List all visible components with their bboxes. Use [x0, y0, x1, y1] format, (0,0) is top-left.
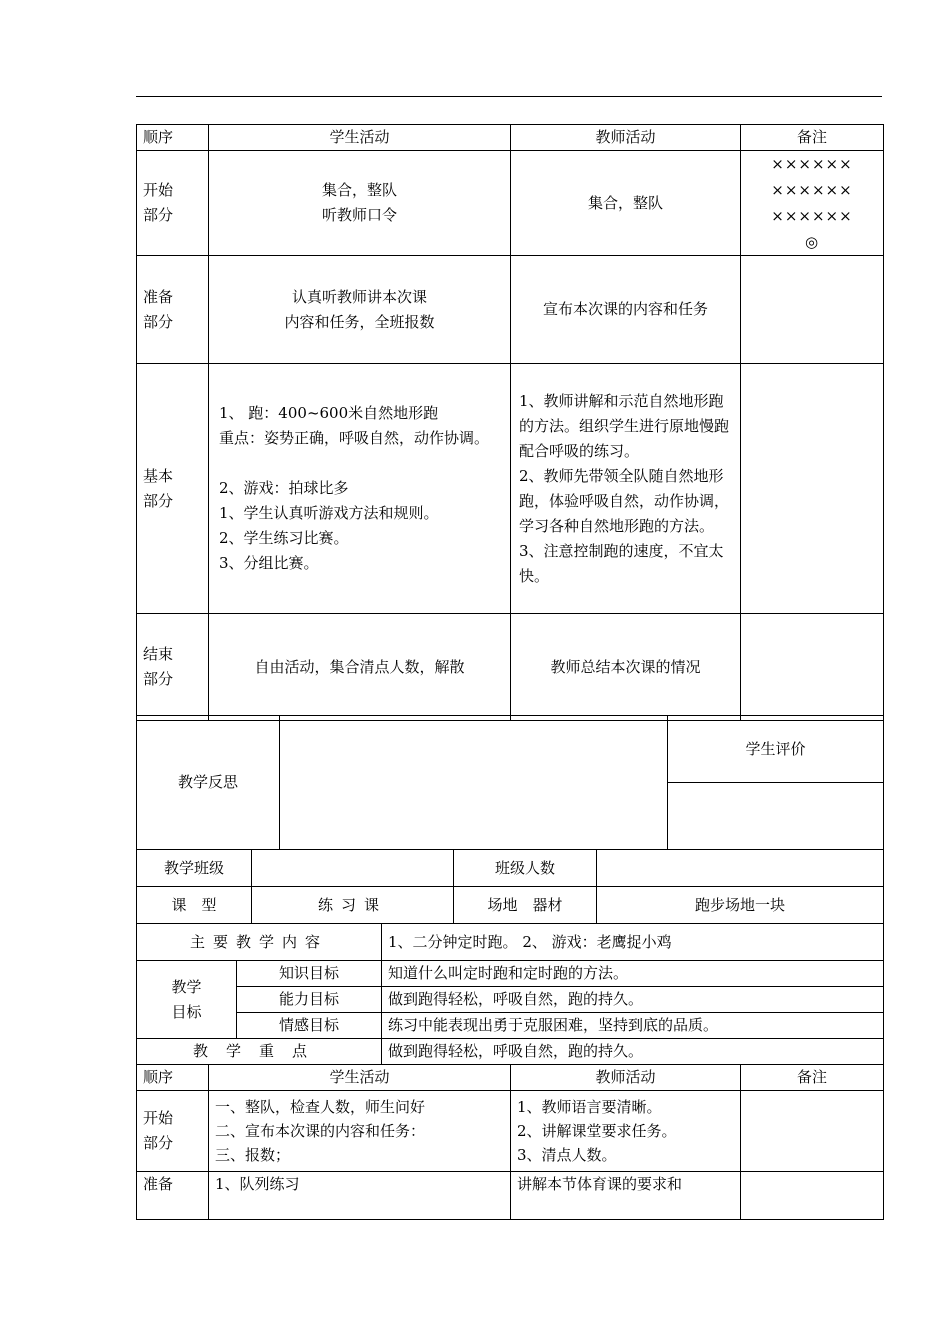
row-label: 基本 部分 — [137, 364, 209, 614]
goal-text: 知道什么叫定时跑和定时跑的方法。 — [382, 961, 884, 987]
formation-diagram: ×××××× ×××××× ×××××× ◎ — [741, 151, 884, 256]
note-cell — [741, 1091, 884, 1172]
evaluation-label: 学生评价 — [668, 716, 884, 783]
note-cell — [741, 1172, 884, 1220]
lesson-type-value: 练习课 — [252, 887, 454, 924]
lesson-type-label: 课 型 — [137, 887, 252, 924]
student-cell: 自由活动，集合清点人数，解散 — [209, 614, 511, 721]
teacher-cell: 集合，整队 — [511, 151, 741, 256]
note-cell — [741, 364, 884, 614]
student-activity-header: 学生活动 — [209, 1065, 511, 1091]
note-header: 备注 — [741, 125, 884, 151]
note-cell — [741, 256, 884, 364]
lesson-flow-table — [136, 124, 884, 721]
note-header: 备注 — [741, 1065, 884, 1091]
row-label: 结束 部分 — [137, 614, 209, 721]
student-activity-header: 学生活动 — [209, 125, 511, 151]
teacher-cell: 1、教师讲解和示范自然地形跑的方法。组织学生进行原地慢跑配合呼吸的练习。 2、教师先带领全队随自然地形跑，体验呼吸自然，动作协调，学习各种自然地形跑的方法。 3、注意控制跑的速度，不宜太快。 — [511, 364, 741, 614]
student-cell: 认真听教师讲本次课 内容和任务，全班报数 — [209, 256, 511, 364]
teacher-cell: 讲解本节体育课的要求和 — [511, 1172, 741, 1220]
table-row — [137, 1091, 884, 1172]
teacher-activity-header: 教师活动 — [511, 125, 741, 151]
table-header-row — [137, 1065, 884, 1091]
teacher-cell: 1、教师语言要清晰。 2、讲解课堂要求任务。 3、清点人数。 — [511, 1091, 741, 1172]
class-label: 教学班级 — [137, 850, 252, 887]
table-row — [137, 614, 884, 721]
goal-name: 知识目标 — [237, 961, 382, 987]
student-cell: 1、 跑：400~600米自然地形跑 重点：姿势正确，呼吸自然，动作协调。 2、游戏：拍球比多 1、学生认真听游戏方法和规则。 2、学生练习比赛。 3、分组比赛。 — [209, 364, 511, 614]
student-cell: 集合，整队 听教师口令 — [209, 151, 511, 256]
table-header-row — [137, 125, 884, 151]
class-info-table — [136, 849, 884, 924]
table-row — [137, 151, 884, 256]
class-value — [252, 850, 454, 887]
main-content-value: 1、二分钟定时跑。 2、 游戏：老鹰捉小鸡 — [382, 924, 884, 961]
reflection-content[interactable] — [280, 716, 668, 850]
table-row — [137, 256, 884, 364]
header-rule — [136, 96, 882, 97]
teacher-cell: 宣布本次课的内容和任务 — [511, 256, 741, 364]
lesson-flow-table-2 — [136, 1064, 884, 1220]
row-label: 准备 部分 — [137, 256, 209, 364]
row-label: 开始 部分 — [137, 151, 209, 256]
row-label: 准备 — [137, 1172, 209, 1220]
teacher-cell: 教师总结本次课的情况 — [511, 614, 741, 721]
evaluation-content[interactable] — [668, 783, 884, 850]
goal-text: 做到跑得轻松，呼吸自然，跑的持久。 — [382, 987, 884, 1013]
goal-text: 练习中能表现出勇于克服困难，坚持到底的品质。 — [382, 1013, 884, 1039]
main-content-label: 主要教学内容 — [137, 924, 382, 961]
table-row — [137, 364, 884, 614]
venue-value: 跑步场地一块 — [597, 887, 884, 924]
goal-name: 能力目标 — [237, 987, 382, 1013]
venue-label: 场地 器材 — [454, 887, 597, 924]
goals-table — [136, 923, 884, 1065]
student-cell: 一、整队，检查人数，师生问好 二、宣布本次课的内容和任务： 三、报数； — [209, 1091, 511, 1172]
teacher-activity-header: 教师活动 — [511, 1065, 741, 1091]
key-point-value: 做到跑得轻松，呼吸自然，跑的持久。 — [382, 1039, 884, 1065]
student-cell: 1、队列练习 — [209, 1172, 511, 1220]
reflection-table — [136, 715, 884, 850]
student-count-value — [597, 850, 884, 887]
key-point-label: 教学重点 — [137, 1039, 382, 1065]
table-row — [137, 1172, 884, 1220]
order-header: 顺序 — [137, 125, 209, 151]
goal-name: 情感目标 — [237, 1013, 382, 1039]
reflection-label: 教学反思 — [137, 716, 280, 850]
student-count-label: 班级人数 — [454, 850, 597, 887]
row-label: 开始 部分 — [137, 1091, 209, 1172]
goals-label: 教学 目标 — [137, 961, 237, 1039]
order-header: 顺序 — [137, 1065, 209, 1091]
note-cell — [741, 614, 884, 721]
